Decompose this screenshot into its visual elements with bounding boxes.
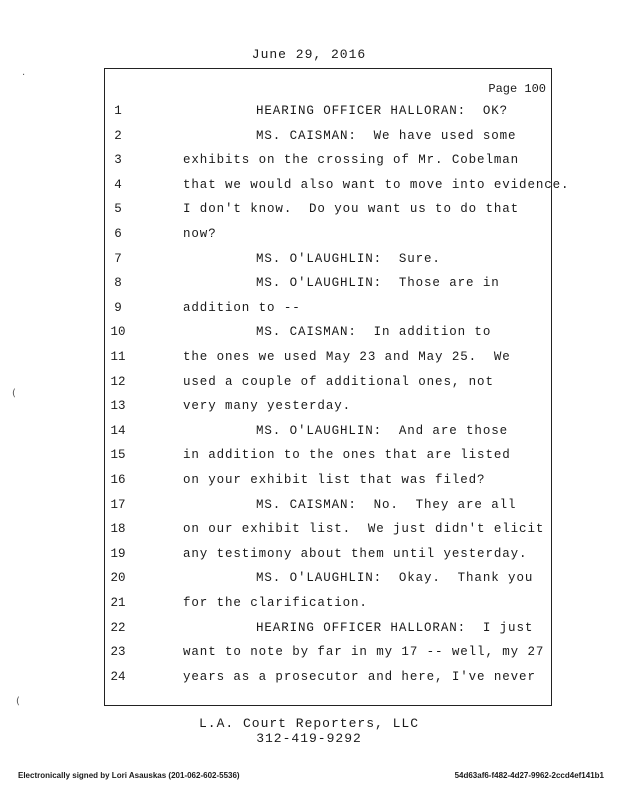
line-number: 2 bbox=[114, 128, 122, 143]
transcript-line bbox=[0, 498, 618, 520]
line-text: MS. CAISMAN: We have used some bbox=[256, 128, 517, 143]
scan-mark: ( bbox=[12, 388, 16, 399]
transcript-line bbox=[0, 104, 618, 126]
document-id: 54d63af6-f482-4d27-9962-2ccd4ef141b1 bbox=[454, 771, 604, 780]
line-number: 10 bbox=[110, 325, 126, 340]
line-text: HEARING OFFICER HALLORAN: OK? bbox=[256, 104, 509, 118]
transcript-line bbox=[0, 399, 618, 421]
line-text: want to note by far in my 17 -- well, my 27 bbox=[183, 645, 545, 660]
line-number: 19 bbox=[110, 546, 126, 561]
transcript-line bbox=[0, 129, 618, 151]
line-text: MS. CAISMAN: In addition to bbox=[256, 325, 492, 340]
electronic-signature: Electronically signed by Lori Asauskas (201-062-602-5536) bbox=[18, 771, 240, 780]
scan-mark: · bbox=[22, 70, 26, 81]
line-number: 22 bbox=[110, 620, 126, 635]
line-number: 15 bbox=[110, 448, 126, 463]
transcript-line bbox=[0, 252, 618, 274]
transcript-line bbox=[0, 202, 618, 224]
line-number: 9 bbox=[114, 300, 122, 315]
transcript-line bbox=[0, 547, 618, 569]
line-number: 4 bbox=[114, 177, 122, 192]
line-text: HEARING OFFICER HALLORAN: I just bbox=[256, 620, 534, 635]
line-number: 13 bbox=[110, 399, 126, 414]
line-number: 14 bbox=[110, 423, 126, 438]
line-text: I don't know. Do you want us to do that bbox=[183, 202, 520, 217]
line-text: for the clarification. bbox=[183, 596, 368, 610]
line-number: 20 bbox=[110, 571, 126, 586]
line-number: 17 bbox=[110, 497, 126, 512]
transcript-line bbox=[0, 448, 618, 470]
line-text: years as a prosecutor and here, I've never bbox=[183, 669, 536, 684]
transcript-line bbox=[0, 670, 618, 692]
line-text: MS. O'LAUGHLIN: Okay. Thank you bbox=[256, 571, 534, 586]
line-text: MS. O'LAUGHLIN: Those are in bbox=[256, 276, 500, 291]
transcript-line bbox=[0, 375, 618, 397]
line-text: the ones we used May 23 and May 25. We bbox=[183, 350, 511, 364]
line-number: 1 bbox=[114, 104, 122, 118]
header-date: June 29, 2016 bbox=[251, 47, 367, 62]
transcript-line bbox=[0, 645, 618, 667]
transcript-line bbox=[0, 276, 618, 298]
transcript-line bbox=[0, 350, 618, 372]
transcript-line bbox=[0, 301, 618, 323]
line-text: that we would also want to move into evidence. bbox=[183, 177, 570, 192]
transcript-line bbox=[0, 522, 618, 544]
transcript-line bbox=[0, 596, 618, 618]
court-reporter-name: L.A. Court Reporters, LLC bbox=[198, 716, 420, 731]
line-number: 3 bbox=[114, 153, 122, 168]
line-number: 12 bbox=[110, 374, 126, 389]
line-number: 21 bbox=[110, 596, 126, 610]
line-text: very many yesterday. bbox=[183, 399, 352, 414]
line-text: on your exhibit list that was filed? bbox=[183, 473, 486, 487]
transcript-line bbox=[0, 153, 618, 175]
line-text: in addition to the ones that are listed bbox=[183, 448, 511, 463]
line-text: MS. CAISMAN: No. They are all bbox=[256, 497, 517, 512]
line-number: 16 bbox=[110, 473, 126, 487]
transcript-line bbox=[0, 227, 618, 249]
transcript-line bbox=[0, 571, 618, 593]
line-text: addition to -- bbox=[183, 300, 301, 315]
line-number: 23 bbox=[110, 645, 126, 660]
scan-mark: ( bbox=[16, 696, 20, 707]
line-number: 8 bbox=[114, 276, 122, 291]
transcript-line bbox=[0, 325, 618, 347]
line-number: 24 bbox=[110, 669, 126, 684]
transcript-line bbox=[0, 621, 618, 643]
court-reporter-phone: 312-419-9292 bbox=[256, 731, 362, 746]
line-number: 18 bbox=[110, 522, 126, 537]
line-number: 6 bbox=[114, 227, 122, 241]
line-text: MS. O'LAUGHLIN: And are those bbox=[256, 423, 509, 438]
page-number: Page 100 bbox=[488, 82, 546, 96]
transcript-line bbox=[0, 473, 618, 495]
line-text: exhibits on the crossing of Mr. Cobelman bbox=[183, 153, 520, 168]
transcript-line bbox=[0, 178, 618, 200]
transcript-line bbox=[0, 424, 618, 446]
line-number: 7 bbox=[114, 251, 122, 266]
line-number: 11 bbox=[110, 350, 126, 364]
line-text: used a couple of additional ones, not bbox=[183, 374, 494, 389]
line-text: MS. O'LAUGHLIN: Sure. bbox=[256, 251, 441, 266]
line-number: 5 bbox=[114, 202, 122, 217]
line-text: on our exhibit list. We just didn't elicit bbox=[183, 522, 545, 537]
line-text: any testimony about them until yesterday. bbox=[183, 546, 528, 561]
line-text: now? bbox=[183, 227, 217, 241]
